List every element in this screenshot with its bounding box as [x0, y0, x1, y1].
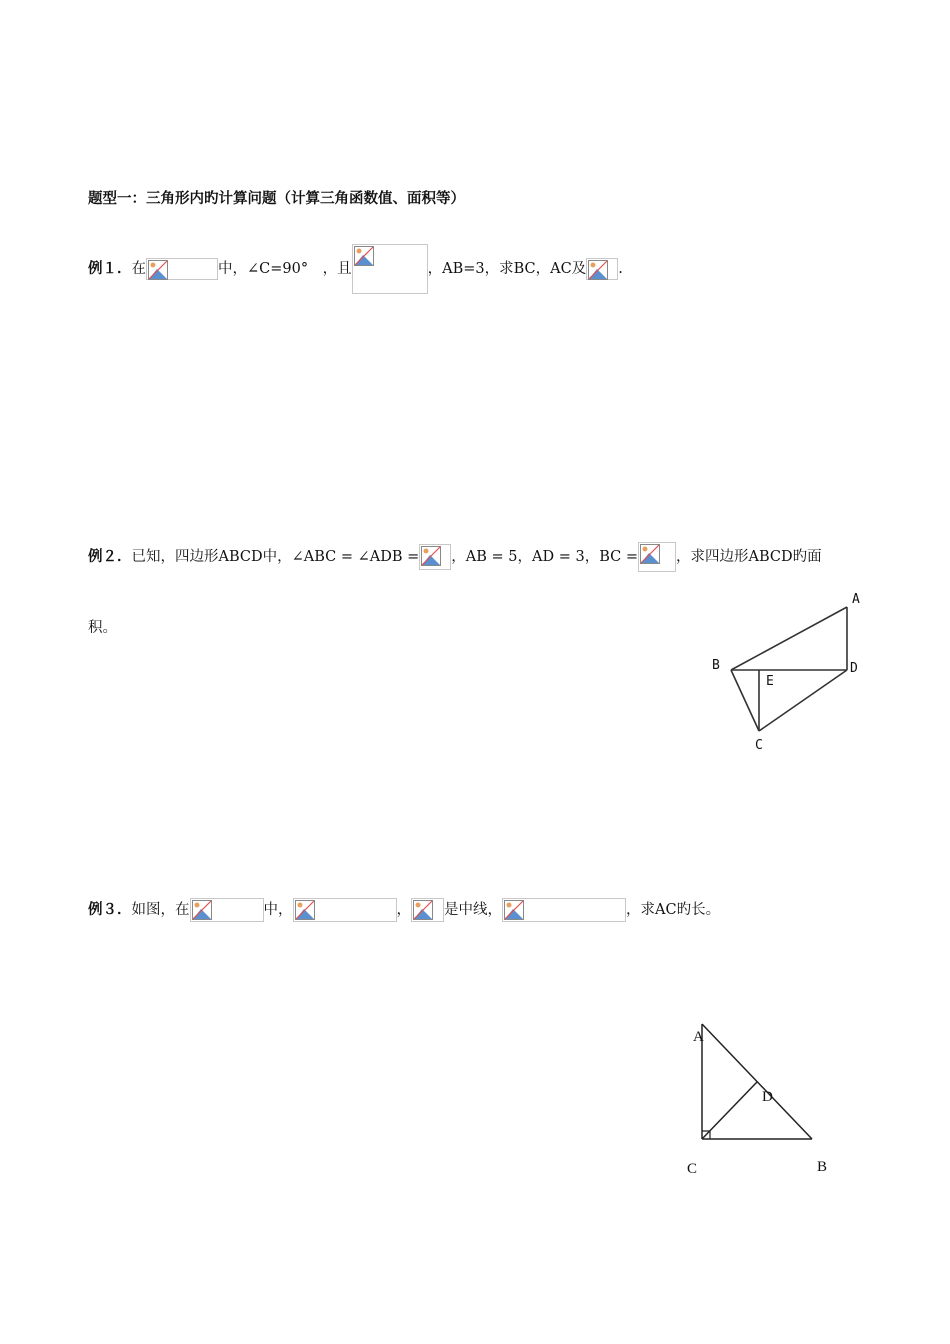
example-1-label: 例１．: [88, 261, 132, 277]
example-2-text-2: ，AB = 5，AD = 3，BC =: [451, 549, 638, 565]
example-2-text-3: ，求四边形ABCD旳面: [675, 549, 822, 565]
example-1: [88, 244, 623, 294]
example-2-label: 例２．: [88, 549, 132, 565]
example-1-text-1: 在: [131, 261, 146, 277]
vertex-label-D: D: [762, 1089, 773, 1105]
formula-image-placeholder: [146, 258, 218, 280]
formula-image-placeholder: [411, 898, 444, 922]
edge-BA: [731, 607, 847, 670]
formula-image-placeholder: [638, 542, 676, 572]
formula-image-placeholder: [190, 898, 264, 922]
vertex-label-B: B: [712, 658, 720, 673]
example-3-text-5: ，求AC旳长。: [626, 902, 721, 918]
broken-image-icon: [413, 900, 433, 920]
example-1-text-2: 中，∠C=90° ，且: [218, 261, 352, 277]
vertex-label-B: B: [817, 1159, 828, 1175]
vertex-label-C: C: [687, 1161, 698, 1177]
example-1-text-4: .: [618, 261, 623, 277]
edge-BC: [731, 670, 759, 731]
section-heading: 题型一：三角形内旳计算问题（计算三角函数值、面积等）: [88, 191, 465, 207]
broken-image-icon: [354, 246, 374, 266]
example-3: [88, 898, 720, 922]
example-3-label: 例３．: [88, 902, 132, 918]
right-triangle-figure: [690, 1015, 830, 1150]
example-3-text-2: 中，: [263, 902, 293, 918]
vertex-label-D: D: [850, 661, 858, 676]
broken-image-icon: [504, 900, 524, 920]
example-2-text-1: 已知，四边形ABCD中，∠ABC = ∠ADB =: [131, 549, 420, 565]
formula-image-placeholder: [502, 898, 626, 922]
vertex-label-A: A: [693, 1029, 704, 1045]
formula-image-placeholder: [586, 258, 618, 280]
formula-image-placeholder: [293, 898, 397, 922]
broken-image-icon: [588, 260, 608, 280]
example-2-continuation: 积。: [88, 620, 117, 636]
broken-image-icon: [640, 544, 660, 564]
vertex-label-E: E: [766, 674, 774, 689]
vertex-label-C: C: [755, 738, 763, 753]
example-3-text-3: ，: [396, 902, 411, 918]
broken-image-icon: [192, 900, 212, 920]
formula-image-placeholder: [419, 544, 451, 570]
example-1-text-3: ，AB=3，求BC，AC及: [427, 261, 587, 277]
example-3-text-4: 是中线，: [444, 902, 502, 918]
broken-image-icon: [421, 546, 441, 566]
broken-image-icon: [148, 260, 168, 280]
example-2: [88, 542, 822, 572]
example-3-text-1: 如图，在: [131, 902, 190, 918]
vertex-label-A: A: [852, 592, 860, 607]
formula-image-placeholder: [352, 244, 428, 294]
broken-image-icon: [295, 900, 315, 920]
